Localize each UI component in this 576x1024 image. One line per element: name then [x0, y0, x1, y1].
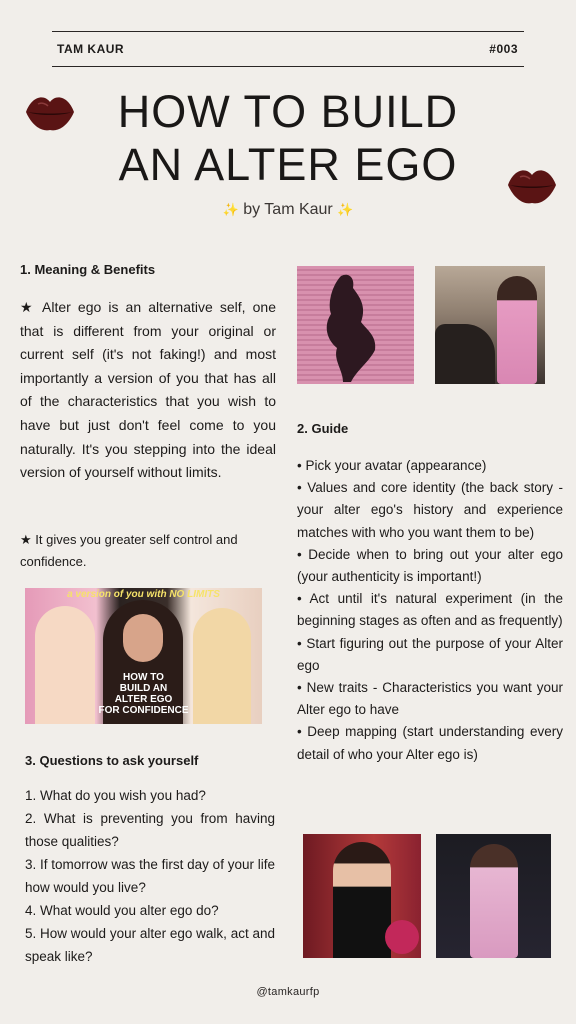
meaning-paragraph: ★ Alter ego is an alternative self, one that is different from your original or current self (it's not faking!) and most importantly a version of you that has all of the characteristics that you wish to have but just don't feel come to you naturally. It's you stepping into the ideal version of yourself without limits. — [20, 299, 276, 481]
issue-number: #003 — [489, 42, 518, 56]
section-heading-guide: 2. Guide — [297, 421, 349, 436]
section-heading-meaning: 1. Meaning & Benefits — [20, 262, 156, 277]
silhouette-photo — [297, 266, 414, 384]
car-shape — [435, 324, 495, 384]
social-handle: @tamkaurfp — [256, 986, 320, 998]
list-item: • Pick your avatar (appearance) — [297, 458, 487, 473]
list-item: 3. If tomorrow was the first day of your life how would you live? — [25, 857, 275, 895]
thumbnail-title-line2: BUILD AN — [119, 683, 168, 694]
list-item: • Values and core identity (the back story - your alter ego's history and experience matches with who you want them to be) — [297, 480, 563, 540]
thumbnail-title-line1: HOW TO — [123, 672, 164, 683]
list-item: 1. What do you wish you had? — [25, 788, 206, 803]
woman-figure — [497, 276, 537, 384]
list-item: 5. How would your alter ego walk, act and speak like? — [25, 926, 275, 964]
author-label: TAM KAUR — [57, 42, 125, 56]
benefit-paragraph: ★ It gives you greater self control and confidence. — [20, 532, 238, 569]
sparkle-icon: ✨ — [337, 202, 354, 217]
list-item: • New traits - Characteristics you want your Alter ego to have — [297, 680, 563, 718]
page-title-line2: AN ALTER EGO — [118, 139, 458, 190]
bottom-rule — [52, 66, 524, 67]
list-item: 4. What would you alter ego do? — [25, 903, 219, 918]
section-heading-questions: 3. Questions to ask yourself — [25, 753, 199, 768]
car-photo — [435, 266, 545, 384]
glitter-dress-photo — [436, 834, 551, 958]
top-rule — [52, 31, 524, 32]
list-item: • Decide when to bring out your alter ego (your authenticity is important!) — [297, 546, 563, 585]
byline-text: by Tam Kaur — [243, 201, 333, 218]
thumbnail-title-line4: FOR CONFIDENCE — [98, 705, 189, 716]
list-item: • Start figuring out the purpose of your Alter ego — [297, 635, 563, 673]
thumbnail-caption: a version of you with NO LIMITS — [67, 589, 220, 600]
silhouette-figure — [297, 266, 414, 384]
questions-list — [25, 784, 275, 968]
person-center-face — [123, 614, 163, 662]
sparkle-icon: ✨ — [222, 202, 239, 217]
page-title-line1: HOW TO BUILD — [117, 86, 459, 137]
list-item: • Deep mapping (start understanding every detail of who your Alter ego is) — [297, 724, 563, 762]
thumbnail-title-line3: ALTER EGO — [114, 694, 173, 705]
byline — [0, 201, 576, 219]
flowers — [385, 920, 419, 954]
video-thumbnail[interactable] — [25, 588, 262, 724]
woman-figure — [333, 842, 391, 958]
list-item: 2. What is preventing you from having those qualities? — [25, 811, 275, 849]
woman-figure — [470, 844, 518, 958]
list-item: • Act until it's natural experiment (in the beginning stages as often and as frequently) — [297, 591, 563, 629]
guide-list — [297, 455, 563, 766]
red-carpet-photo — [303, 834, 421, 958]
